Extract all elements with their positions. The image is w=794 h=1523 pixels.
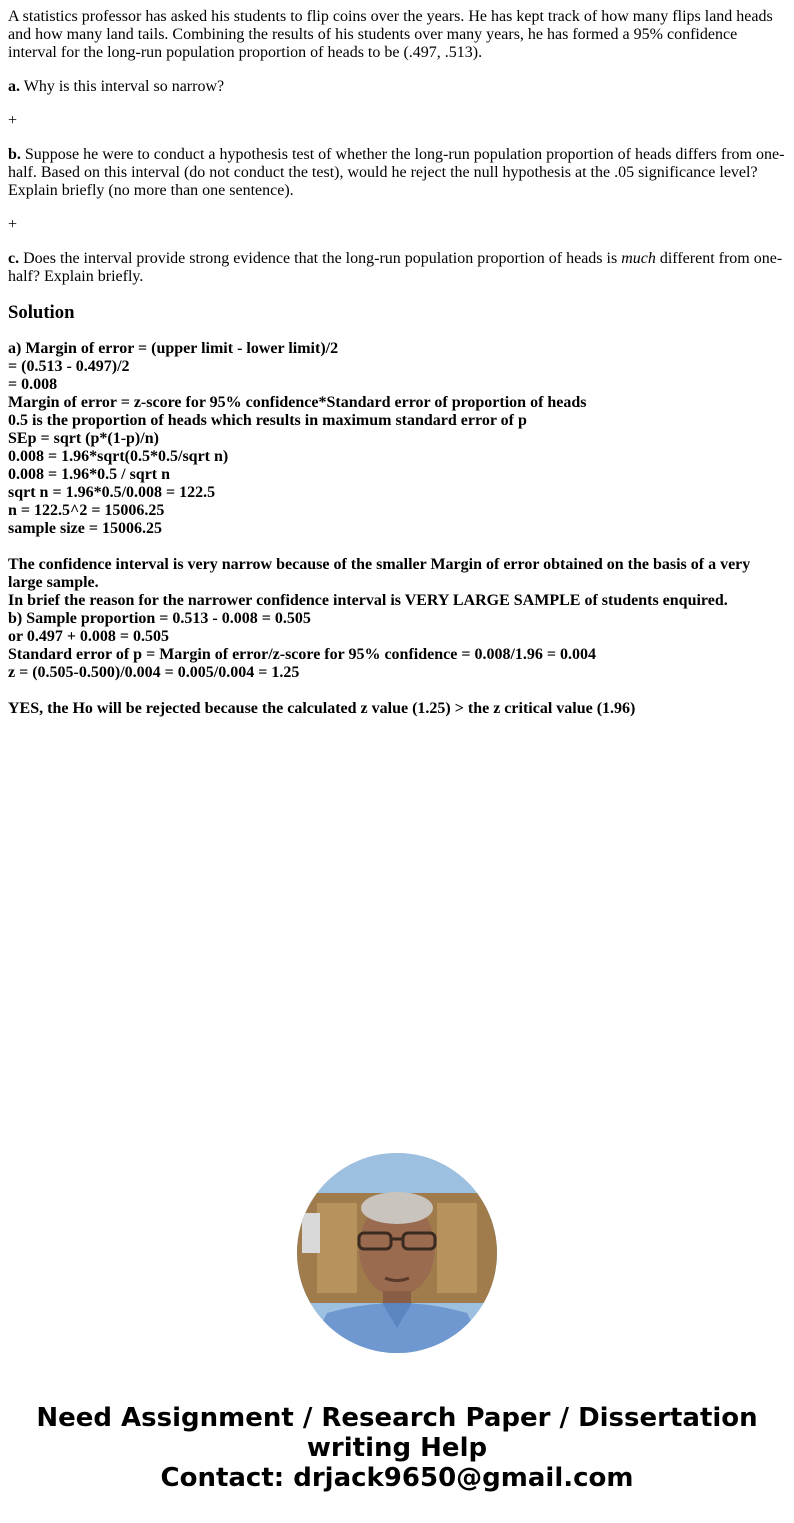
question-c-label: c.	[8, 250, 20, 267]
solution-a-line: sample size = 15006.25	[8, 520, 162, 537]
footer-line-2: writing Help	[306, 1433, 488, 1463]
question-a-text: Why is this interval so narrow?	[20, 78, 225, 95]
plus-marker-b: +	[8, 216, 18, 233]
solution-body	[8, 340, 788, 718]
solution-a-line: = 0.008	[8, 376, 58, 393]
solution-a-line: sqrt n = 1.96*0.5/0.008 = 122.5	[8, 484, 216, 501]
solution-a-line: n = 122.5^2 = 15006.25	[8, 502, 165, 519]
question-c	[8, 250, 788, 286]
question-b-text: Suppose he were to conduct a hypothesis test of whether the long-run population proportion of heads differs from one-half. Based on this interval (do not conduct the test), would he reject the null hypothesis at the .05 significance level? Explain briefly (no more than one sentence).	[8, 146, 785, 199]
question-b-label: b.	[8, 146, 21, 163]
footer-contact: Contact: drjack9650@gmail.com	[160, 1463, 634, 1493]
question-c-emphasis: much	[621, 250, 656, 267]
solution-a-line: = (0.513 - 0.497)/2	[8, 358, 130, 375]
solution-conclusion: YES, the Ho will be rejected because the calculated z value (1.25) > the z critical value (1.96)	[8, 700, 636, 717]
solution-a-line: 0.008 = 1.96*sqrt(0.5*0.5/sqrt n)	[8, 448, 229, 465]
question-b	[8, 146, 788, 200]
solution-b-line: or 0.497 + 0.008 = 0.505	[8, 628, 170, 645]
question-intro: A statistics professor has asked his students to flip coins over the years. He has kept track of how many flips land heads and how many land tails. Combining the results of his students over many years, he has formed a 95% confidence interval for the long-run population proportion of heads to be (.497, .513).	[8, 8, 773, 61]
author-photo	[297, 1153, 497, 1353]
question-c-text-before: Does the interval provide strong evidence that the long-run population proportion of heads is	[19, 250, 622, 267]
solution-heading: Solution	[8, 302, 75, 323]
solution-a-line: SEp = sqrt (p*(1-p)/n)	[8, 430, 159, 447]
solution-b-line: The confidence interval is very narrow because of the smaller Margin of error obtained on the basis of a very large sample.	[8, 556, 751, 591]
solution-part-b	[8, 556, 788, 682]
footer-advert	[0, 1403, 794, 1493]
solution-b-line: Standard error of p = Margin of error/z-score for 95% confidence = 0.008/1.96 = 0.004	[8, 646, 596, 663]
question-a	[8, 78, 788, 96]
document-body	[8, 8, 788, 718]
solution-b-line: z = (0.505-0.500)/0.004 = 0.005/0.004 = 1.25	[8, 664, 300, 681]
solution-b-line: In brief the reason for the narrower confidence interval is VERY LARGE SAMPLE of students enquired.	[8, 592, 728, 609]
author-photo-illustration	[297, 1153, 497, 1353]
footer-line-1: Need Assignment / Research Paper / Dissertation	[36, 1403, 758, 1433]
solution-a-line: 0.008 = 1.96*0.5 / sqrt n	[8, 466, 171, 483]
solution-b-line: b) Sample proportion = 0.513 - 0.008 = 0.505	[8, 610, 311, 627]
solution-a-line: Margin of error = z-score for 95% confidence*Standard error of proportion of heads	[8, 394, 587, 411]
question-c-text-after: different from one-half? Explain briefly.	[8, 250, 783, 285]
solution-a-line: 0.5 is the proportion of heads which results in maximum standard error of p	[8, 412, 527, 429]
question-a-label: a.	[8, 78, 20, 95]
solution-a-line: a) Margin of error = (upper limit - lower limit)/2	[8, 340, 339, 357]
solution-part-a	[8, 340, 788, 538]
plus-marker-a: +	[8, 112, 18, 129]
